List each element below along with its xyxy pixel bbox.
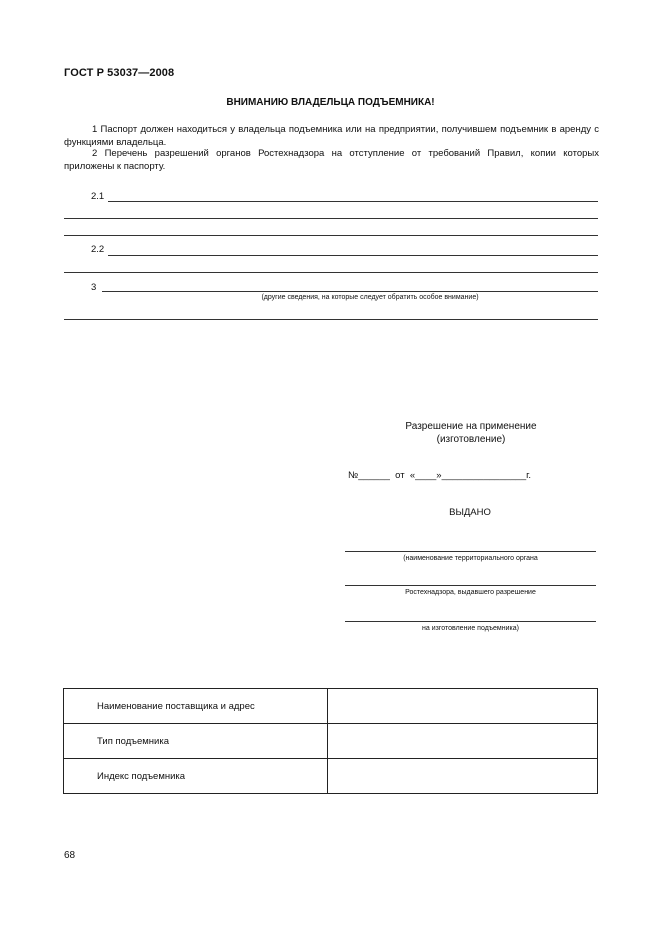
table-row xyxy=(64,759,598,794)
paragraph-2 xyxy=(64,147,599,173)
permit-heading xyxy=(396,421,546,446)
table-row xyxy=(64,689,598,724)
standard-number: ГОСТ Р 53037—2008 xyxy=(64,67,175,79)
lift-type-value-cell[interactable] xyxy=(328,724,598,759)
issued-label: ВЫДАНО xyxy=(449,507,491,518)
entry-2-1-line-2[interactable] xyxy=(64,218,598,219)
supplier-value-cell[interactable] xyxy=(328,689,598,724)
entry-2-2-line[interactable] xyxy=(108,255,598,256)
paragraph-1 xyxy=(64,123,599,149)
permit-line-1: Разрешение на применение xyxy=(405,421,537,432)
entry-2-1-line-3[interactable] xyxy=(64,235,598,236)
paragraph-1-text: 1 Паспорт должен находиться у владельца подъемника или на предприятии, получившем подъемник в аренду с функциями владельца. xyxy=(64,124,599,148)
entry-3-label: 3 xyxy=(91,282,97,293)
issuer-caption-2: Ростехнадзора, выдавшего разрешение xyxy=(405,589,536,596)
notice-title: ВНИМАНИЮ ВЛАДЕЛЬЦА ПОДЪЕМНИКА! xyxy=(226,97,435,108)
permit-number-date-field[interactable]: №______ от «____»________________г. xyxy=(348,470,532,481)
other-info-caption: (другие сведения, на которые следует обратить особое внимание) xyxy=(261,294,479,301)
issuer-line-2[interactable] xyxy=(345,585,596,586)
lift-index-value-cell[interactable] xyxy=(328,759,598,794)
lift-index-label: Индекс подъемника xyxy=(64,759,328,794)
paragraph-2-text: 2 Перечень разрешений органов Ростехнадзора на отступление от требований Правил, копии которых приложены к паспорту. xyxy=(64,148,599,172)
entry-2-2-line-2[interactable] xyxy=(64,272,598,273)
permit-line-2: (изготовление) xyxy=(436,433,506,445)
entry-3-line[interactable] xyxy=(102,291,598,292)
issuer-line-1[interactable] xyxy=(345,551,596,552)
table-row xyxy=(64,724,598,759)
supplier-label: Наименование поставщика и адрес xyxy=(64,689,328,724)
entry-3-line-2[interactable] xyxy=(64,319,598,320)
issuer-line-3[interactable] xyxy=(345,621,596,622)
lift-type-label: Тип подъемника xyxy=(64,724,328,759)
issuer-caption-1: (наименование территориального органа xyxy=(403,555,538,562)
page-number: 68 xyxy=(64,850,76,861)
issuer-caption-3: на изготовление подъемника) xyxy=(422,625,519,632)
entry-2-2-label: 2.2 xyxy=(91,244,105,255)
lift-info-table xyxy=(63,688,598,794)
entry-2-1-line[interactable] xyxy=(108,201,598,202)
entry-2-1-label: 2.1 xyxy=(91,191,105,202)
